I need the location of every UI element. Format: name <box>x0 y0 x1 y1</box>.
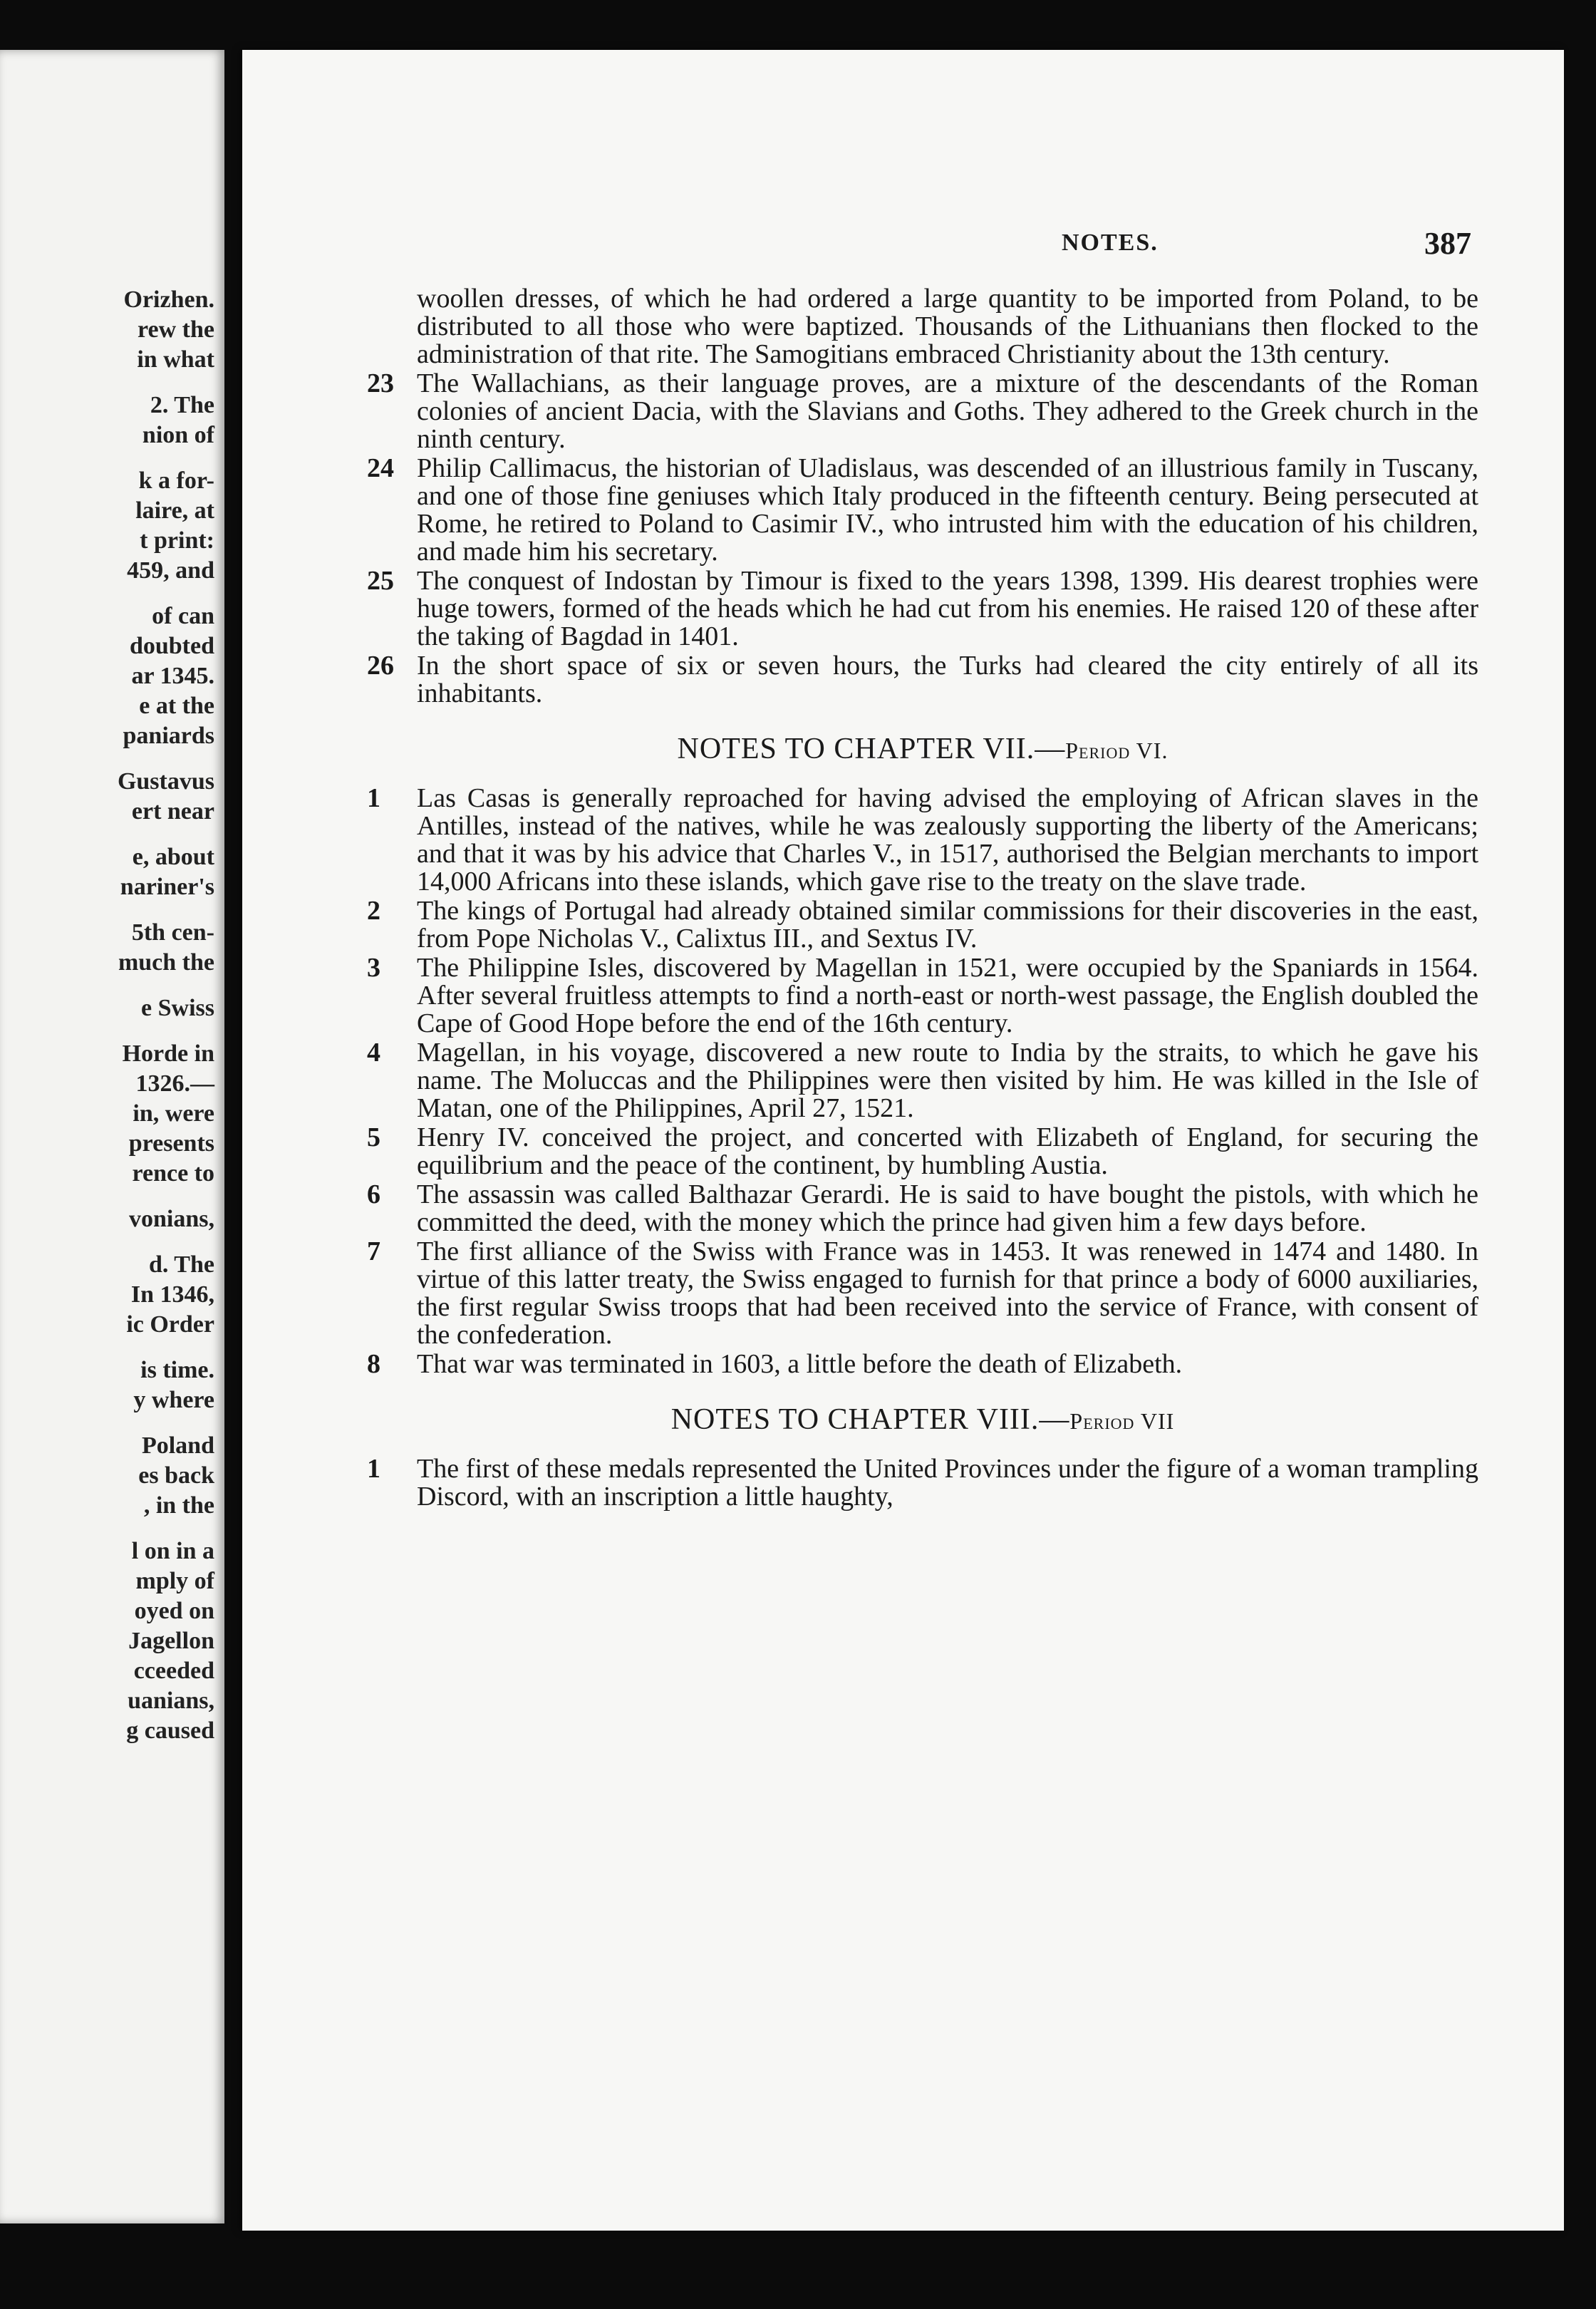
left-page-line: y where <box>133 1387 214 1413</box>
footnote-text: The assassin was called Balthazar Gerardi. He is said to have bought the pistols, with which he committed the deed, with the money which the prince had given him a few days before. <box>417 1179 1478 1237</box>
footnote-text: The first of these medals represented the United Provinces under the figure of a woman trampling Discord, with an inscription a little haughty, <box>417 1454 1478 1512</box>
chapter-viii-period: Period VII <box>1069 1408 1175 1434</box>
footnote-text: In the short space of six or seven hours, the Turks had cleared the city entirely of all its inhabitants. <box>417 651 1478 708</box>
footnote-number: 26 <box>367 651 394 681</box>
footnote-text: Magellan, in his voyage, discovered a new route to India by the straits, to which he gave his name. The Moluccas and the Philippines were then visited by him. He was killed in the Isle of Matan, one of the Philippines, April 27, 1521. <box>417 1038 1478 1123</box>
footnote-number: 1 <box>367 1454 380 1484</box>
footnote-item <box>367 1350 1478 1378</box>
left-page-line: d. The <box>149 1251 214 1278</box>
footnote-text: That war was terminated in 1603, a little before the death of Elizabeth. <box>417 1349 1183 1379</box>
notes-chapter-vi-continued <box>367 285 1478 708</box>
footnote-item <box>367 285 1478 368</box>
chapter-viii-heading <box>367 1403 1478 1437</box>
left-page-line: k a for- <box>138 468 214 494</box>
page-header <box>826 226 1471 265</box>
left-page-line: Poland <box>141 1432 214 1459</box>
left-page-fragment <box>0 50 224 2223</box>
footnote-number: 1 <box>367 783 380 813</box>
left-page-line: mply of <box>135 1568 214 1594</box>
left-page-line: rence to <box>132 1160 214 1187</box>
left-page-line: e, about <box>132 844 214 870</box>
left-page-line: Orizhen. <box>123 286 214 313</box>
footnote-number: 7 <box>367 1236 380 1266</box>
footnote-item <box>367 1124 1478 1179</box>
left-page-line: rew the <box>138 316 214 343</box>
left-page-line: presents <box>128 1130 214 1157</box>
left-page-line: 459, and <box>127 557 214 584</box>
footnote-number: 2 <box>367 896 380 926</box>
footnote-number: 4 <box>367 1038 380 1068</box>
chapter-viii-title: NOTES TO CHAPTER VIII.— <box>670 1403 1070 1436</box>
left-page-line: much the <box>118 949 214 976</box>
left-page-line: is time. <box>140 1357 214 1383</box>
chapter-vii-heading <box>367 732 1478 766</box>
footnote-number: 24 <box>367 453 394 483</box>
footnote-text: Philip Callimacus, the historian of Uladislaus, was descended of an illustrious family in Tuscany, and one of those fine geniuses which Italy produced in the fifteenth century. Being persecuted at Rome, he retired to Poland to Casimir IV., who intrusted him with the education of his children, and made him his secretary. <box>417 453 1478 567</box>
left-page-line: In 1346, <box>130 1281 214 1308</box>
left-page-line: in what <box>137 346 214 373</box>
left-page-line: of can <box>152 603 214 629</box>
left-page-line: es back <box>138 1462 214 1489</box>
page-number: 387 <box>1424 226 1471 261</box>
left-page-line: cceeded <box>133 1658 214 1684</box>
left-page-line: doubted <box>129 633 214 659</box>
footnote-number: 3 <box>367 953 380 983</box>
left-page-line: 1326.— <box>135 1070 214 1097</box>
footnote-number: 5 <box>367 1122 380 1152</box>
footnote-number: 6 <box>367 1179 380 1209</box>
footnote-text: The first alliance of the Swiss with France was in 1453. It was renewed in 1474 and 1480. In virtue of this latter treaty, the Swiss engaged to furnish for that prince a body of 6000 auxiliaries, the first regular Swiss troops that had been received into the service of France, with consent of the confederation. <box>417 1236 1478 1350</box>
left-page-line: e at the <box>139 693 214 719</box>
left-page-line: uanians, <box>128 1688 214 1714</box>
footnote-text: Henry IV. conceived the project, and concerted with Elizabeth of England, for securing the equilibrium and the peace of the continent, by humbling Austia. <box>417 1122 1478 1180</box>
left-page-line: e Swiss <box>141 995 214 1021</box>
left-page-line: in, were <box>133 1100 214 1127</box>
footnote-item <box>367 1238 1478 1349</box>
chapter-vii-title: NOTES TO CHAPTER VII.— <box>677 733 1066 765</box>
left-page-line: l on in a <box>131 1538 214 1564</box>
left-page-line: oyed on <box>134 1598 214 1624</box>
footnote-text: The kings of Portugal had already obtained similar commissions for their discoveries in the east, from Pope Nicholas V., Calixtus III., and Sextus IV. <box>417 896 1478 954</box>
left-page-line: vonians, <box>129 1206 214 1232</box>
footnote-item <box>367 1181 1478 1236</box>
footnote-item <box>367 897 1478 953</box>
footnote-item <box>367 370 1478 453</box>
footnote-item <box>367 785 1478 896</box>
footnote-text: woollen dresses, of which he had ordered a large quantity to be imported from Poland, to be distributed to all those who were baptized. Thousands of the Lithuanians then flocked to the administration of that rite. The Samogitians embraced Christianity about the 13th century. <box>417 284 1478 369</box>
footnote-text: The Wallachians, as their language proves, are a mixture of the descendants of the Roman colonies of ancient Dacia, with the Slavians and Goths. They adhered to the Greek church in the ninth century. <box>417 368 1478 454</box>
left-page-line: Horde in <box>122 1040 214 1067</box>
footnote-item <box>367 1039 1478 1122</box>
left-page-line: 2. The <box>150 392 214 418</box>
left-page-line: , in the <box>143 1492 214 1519</box>
notes-chapter-viii <box>367 1455 1478 1511</box>
left-page-line: Gustavus <box>117 768 214 795</box>
footnote-item <box>367 1455 1478 1511</box>
left-page-line: paniards <box>123 723 214 749</box>
footnote-number: 23 <box>367 368 394 398</box>
footnote-text: Las Casas is generally reproached for having advised the employing of African slaves in the Antilles, instead of the natives, while he was zealously supporting the liberty of the Americans; and that it was by his advice that Charles V., in 1517, authorised the Belgian merchants to import 14,000 Africans into these islands, which gave rise to the treaty on the slave trade. <box>417 783 1478 897</box>
left-page-line: g caused <box>126 1717 214 1744</box>
footnote-item <box>367 455 1478 566</box>
left-page-line: nariner's <box>120 874 214 900</box>
chapter-vii-period: Period VI. <box>1065 738 1168 763</box>
left-page-line: ar 1345. <box>131 663 214 689</box>
left-page-line: ic Order <box>126 1311 214 1338</box>
left-page-line: ert near <box>131 798 214 825</box>
footnote-item <box>367 954 1478 1038</box>
footnote-item <box>367 567 1478 651</box>
footnote-number: 25 <box>367 566 394 596</box>
left-page-line: Jagellon <box>128 1628 214 1654</box>
footnote-text: The conquest of Indostan by Timour is fixed to the years 1398, 1399. His dearest trophies were huge towers, formed of the heads which he had cut from his enemies. He raised 120 of these after the taking of Bagdad in 1401. <box>417 566 1478 651</box>
footnote-number: 8 <box>367 1349 380 1379</box>
left-page-line: 5th cen- <box>131 919 214 946</box>
footnote-text: The Philippine Isles, discovered by Magellan in 1521, were occupied by the Spaniards in 1564. After several fruitless attempts to find a north-east or north-west passage, the English doubled the Cape of Good Hope before the end of the 16th century. <box>417 953 1478 1038</box>
left-page-line: laire, at <box>135 497 214 524</box>
left-page-line: nion of <box>142 422 214 448</box>
notes-chapter-vii <box>367 785 1478 1378</box>
left-page-line: t print: <box>140 527 214 554</box>
running-head: NOTES. <box>1062 229 1159 256</box>
page-content <box>367 285 1478 1511</box>
right-page <box>242 50 1564 2231</box>
footnote-item <box>367 652 1478 708</box>
